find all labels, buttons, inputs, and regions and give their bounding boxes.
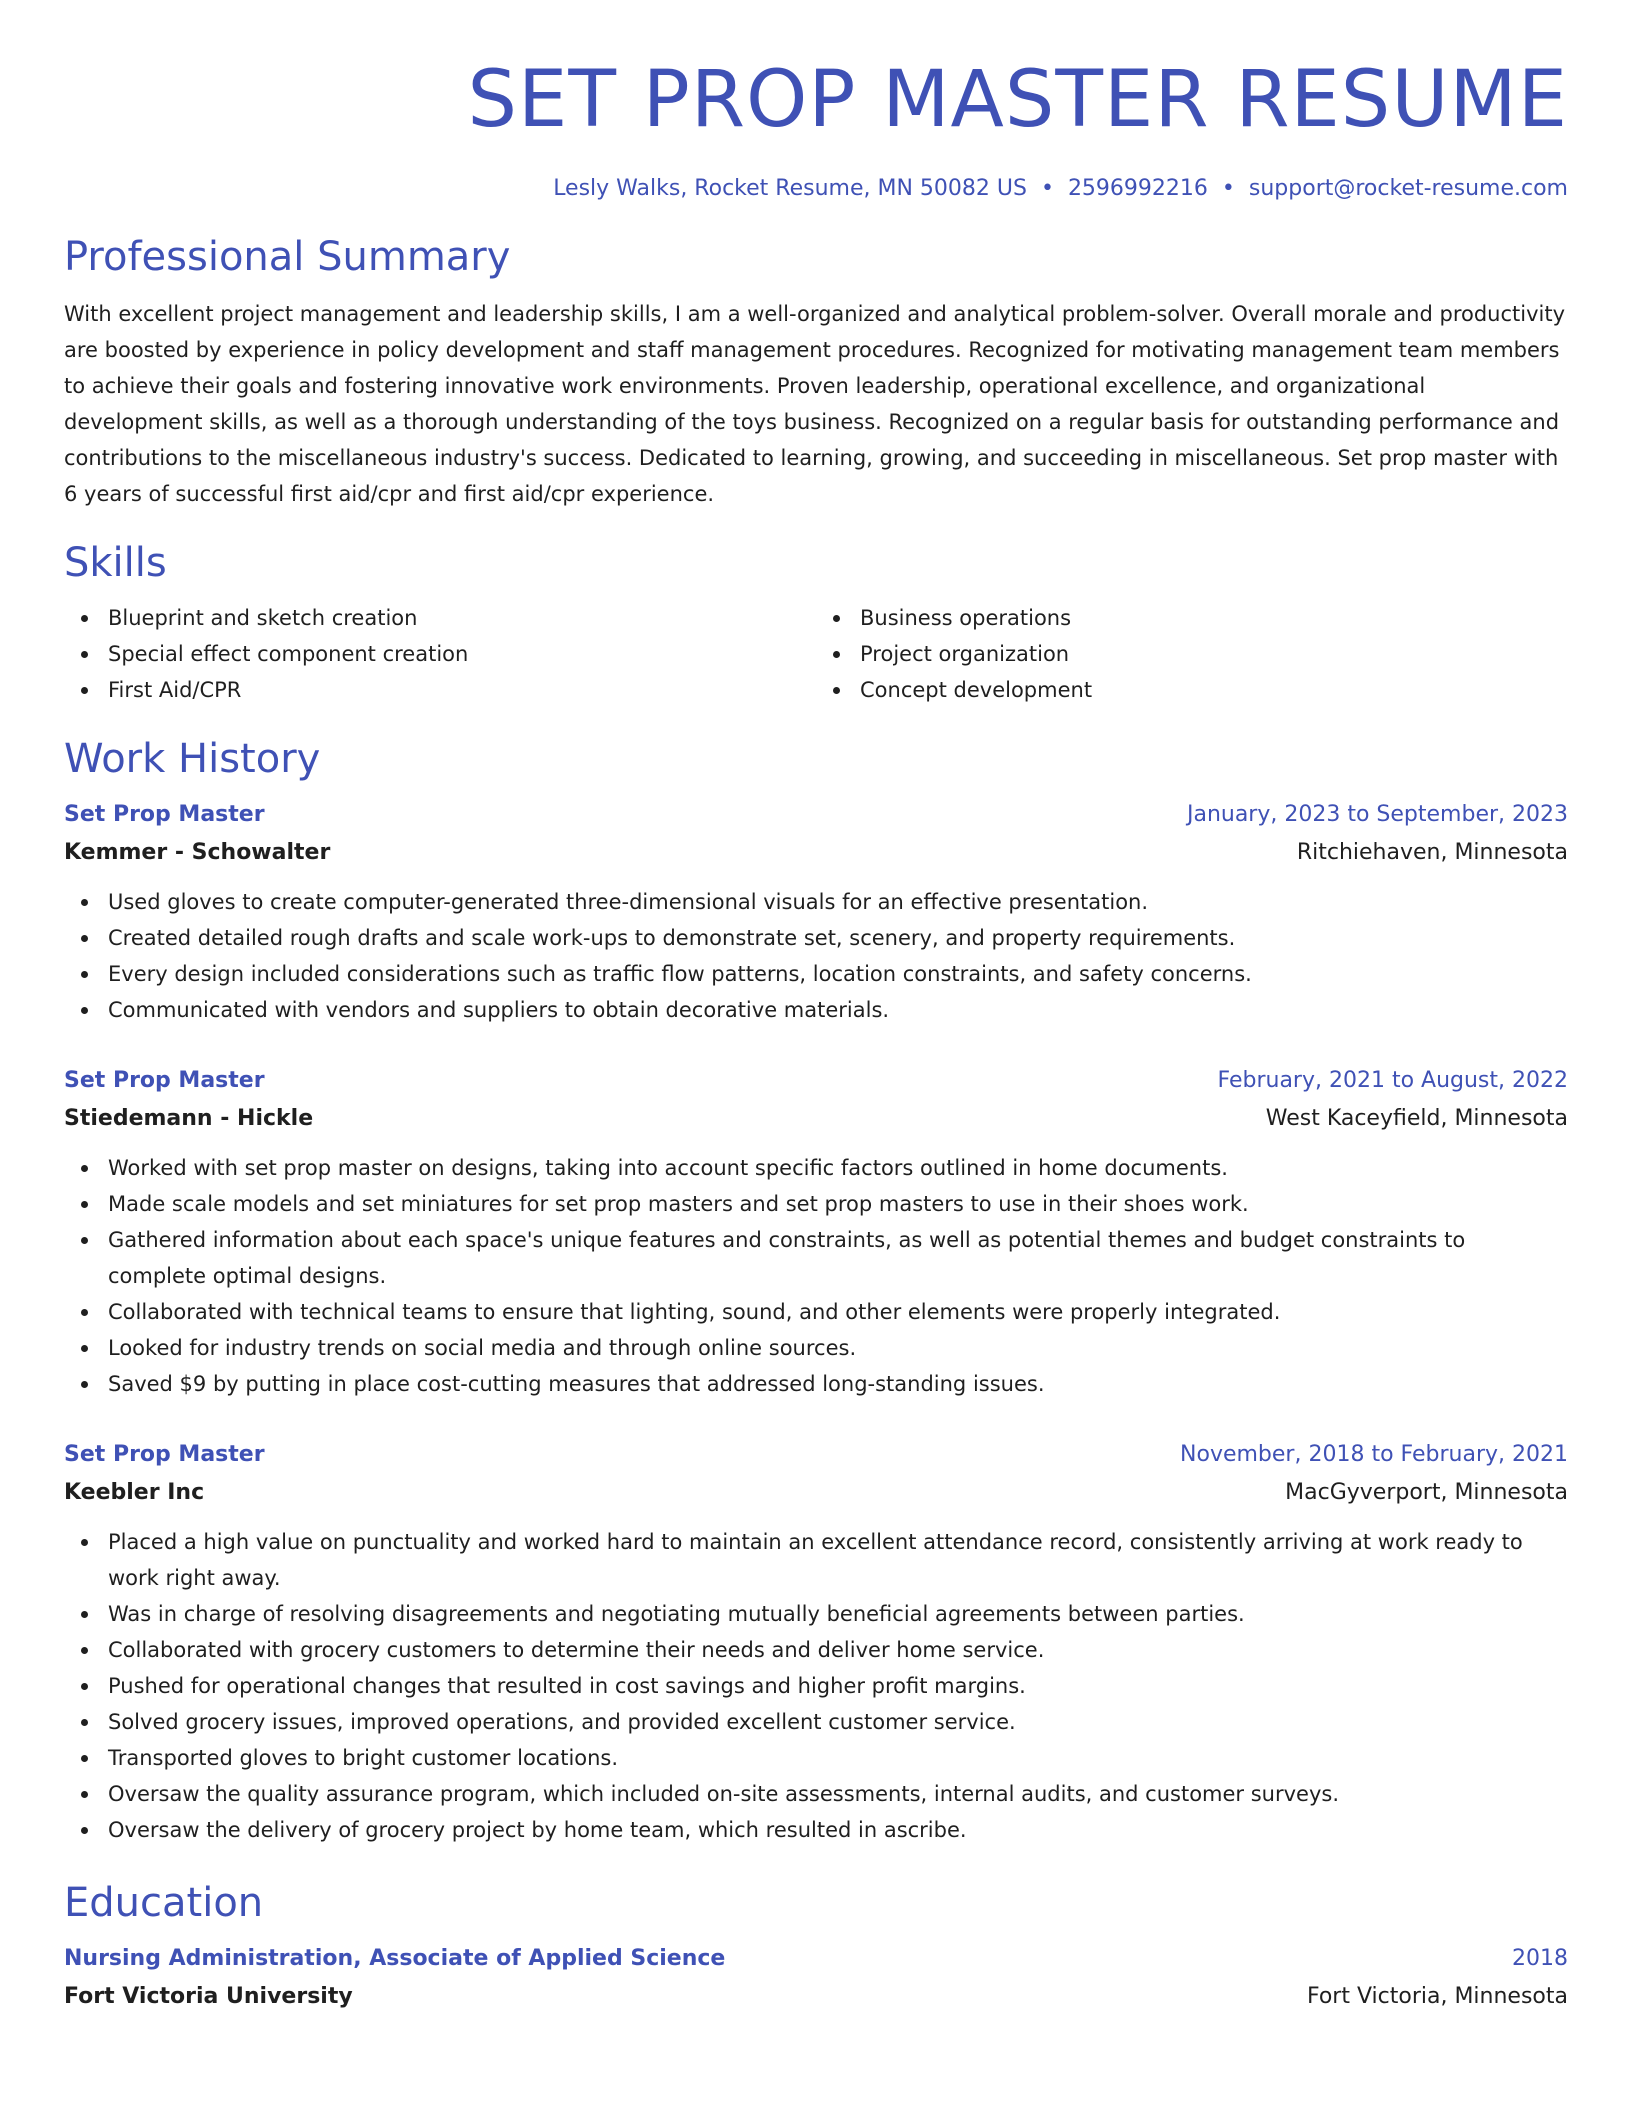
job-title: Set Prop Master [64,1068,265,1093]
job-duty-item: Collaborated with technical teams to ensure that lighting, sound, and other elements were properly integrated. [64,1294,1568,1330]
page-title: SET PROP MASTER RESUME [467,55,1568,145]
job-header-row [64,1436,1568,1474]
job-duty-item: Every design included considerations such as traffic flow patterns, location constraints, and safety concerns. [64,956,1568,992]
job-dates: February, 2021 to August, 2022 [1217,1068,1568,1093]
job-location: Ritchiehaven, Minnesota [1296,840,1568,865]
education-school: Fort Victoria University [64,1984,353,2009]
skill-item: Concept development [816,672,1568,708]
education-section [64,1878,1568,2016]
job-duty-item: Worked with set prop master on designs, taking into account specific factors outlined in home documents. [64,1150,1568,1186]
skills-grid [64,600,1568,708]
section-heading-education: Education [64,1880,264,1926]
job-entry [64,796,1568,1028]
job-company: Kemmer - Schowalter [64,840,331,865]
contact-line [64,174,1568,204]
job-duty-item: Looked for industry trends on social media and through online sources. [64,1330,1568,1366]
job-title: Set Prop Master [64,1442,265,1467]
skill-item: Project organization [816,636,1568,672]
job-company-row [64,834,1568,872]
education-header-row [64,1940,1568,1978]
job-title: Set Prop Master [64,802,265,827]
skills-list-right [816,600,1568,708]
job-duty-item: Transported gloves to bright customer locations. [64,1740,1568,1776]
job-company-row [64,1474,1568,1512]
job-company-row [64,1100,1568,1138]
section-heading-work-history: Work History [64,736,321,782]
education-school-row [64,1978,1568,2016]
education-entry [64,1940,1568,2016]
skill-item: Blueprint and sketch creation [64,600,816,636]
job-header-row [64,796,1568,834]
education-location: Fort Victoria, Minnesota [1306,1984,1568,2009]
job-duty-item: Collaborated with grocery customers to determine their needs and deliver home service. [64,1632,1568,1668]
job-header-row [64,1062,1568,1100]
resume-header [64,0,1568,204]
job-duty-item: Oversaw the delivery of grocery project by home team, which resulted in ascribe. [64,1812,1568,1848]
education-year: 2018 [1512,1946,1568,1971]
job-duty-item: Was in charge of resolving disagreements and negotiating mutually beneficial agreements between parties. [64,1596,1568,1632]
section-heading-skills: Skills [64,540,167,586]
skill-item: Business operations [816,600,1568,636]
job-duties-list [64,1150,1568,1402]
job-duty-item: Communicated with vendors and suppliers to obtain decorative materials. [64,992,1568,1028]
job-duty-item: Created detailed rough drafts and scale work-ups to demonstrate set, scenery, and property requirements. [64,920,1568,956]
job-duties-list [64,884,1568,1028]
job-entry [64,1062,1568,1402]
job-duty-item: Placed a high value on punctuality and worked hard to maintain an excellent attendance record, consistently arriving at work ready to work right away. [64,1524,1568,1596]
summary-text: With excellent project management and leadership skills, I am a well-organized and analytical problem-solver. Overall morale and productivity are boosted by experience in policy development and staff management procedures. Recognized for motivating management team members to achieve their goals and fostering innovative work environments. Proven leadership, operational excellence, and organizational development skills, as well as a thorough understanding of the toys business. Recognized on a regular basis for outstanding performance and contributions to the miscellaneous industry's success. Dedicated to learning, growing, and succeeding in miscellaneous. Set prop master with 6 years of successful first aid/cpr and first aid/cpr experience. [64,302,1566,506]
job-duty-item: Used gloves to create computer-generated three-dimensional visuals for an effective presentation. [64,884,1568,920]
job-duty-item: Saved $9 by putting in place cost-cutting measures that addressed long-standing issues. [64,1366,1568,1402]
job-duty-item: Gathered information about each space's unique features and constraints, as well as potential themes and budget constraints to complete optimal designs. [64,1222,1568,1294]
contact-phone: 2596992216 [1067,176,1208,201]
professional-summary-section [64,232,1568,512]
job-duty-item: Made scale models and set miniatures for set prop masters and set prop masters to use in their shoes work. [64,1186,1568,1222]
education-degree: Nursing Administration, Associate of Applied Science [64,1946,726,1971]
section-heading-summary: Professional Summary [64,234,511,280]
job-dates: November, 2018 to February, 2021 [1180,1442,1568,1467]
skills-section [64,538,1568,708]
work-history-section [64,734,1568,1848]
job-location: West Kaceyfield, Minnesota [1265,1106,1568,1131]
job-entry [64,1436,1568,1848]
contact-email: support@rocket-resume.com [1248,176,1568,201]
job-duty-item: Solved grocery issues, improved operations, and provided excellent customer service. [64,1704,1568,1740]
skills-list-left [64,600,816,708]
job-location: MacGyverport, Minnesota [1285,1480,1568,1505]
job-duty-item: Pushed for operational changes that resulted in cost savings and higher profit margins. [64,1668,1568,1704]
skill-item: First Aid/CPR [64,672,816,708]
job-dates: January, 2023 to September, 2023 [1186,802,1568,827]
contact-address: Lesly Walks, Rocket Resume, MN 50082 US [553,176,1027,201]
job-duties-list [64,1524,1568,1848]
contact-separator: • [1221,176,1235,201]
skill-item: Special effect component creation [64,636,816,672]
job-company: Stiedemann - Hickle [64,1106,314,1131]
job-company: Keebler Inc [64,1480,205,1505]
job-duty-item: Oversaw the quality assurance program, which included on-site assessments, internal audits, and customer surveys. [64,1776,1568,1812]
contact-separator: • [1040,176,1054,201]
